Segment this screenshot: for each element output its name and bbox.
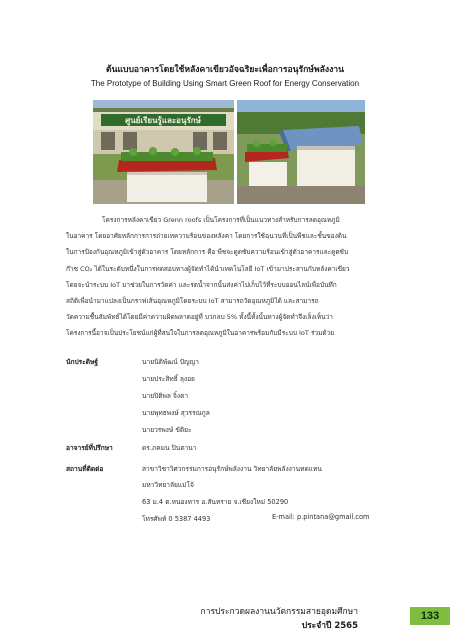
inventor-name: นายประสิทธิ์ ลุงอย [142, 375, 195, 383]
page-title-english: The Prototype of Building Using Smart Green Roof for Energy Conservation [90, 79, 360, 88]
footer-contest-name: การประกวดผลงานนวัตกรรมสายอุดมศึกษา [200, 607, 358, 617]
description-line: สถิติเพื่อนำมาแปลงเป็นกราฟเส้นอุณหภูมิโดยระบบ IoT สามารถวัดอุณหภูมิได้ และสามารถ [66, 297, 319, 306]
footer-year: ประจำปี 2565 [301, 621, 358, 631]
page-title-thai: ต้นแบบอาคารโดยใช้หลังคาเขียวอัจฉริยะเพื่อการอนุรักษ์พลังงาน [106, 65, 344, 75]
advisor-name: ดร.ภคมน ปินตานา [142, 444, 197, 452]
description-line: ในอาคาร โดยอาศัยหลักการการถ่ายเทความร้อนของหลังคา โดยการใช้ฉนวนที่เป็นพืชและชั้นของดิน [66, 232, 347, 241]
description-line: โครงการนี้อาจเป็นประโยชน์แก่ผู้ที่สนใจในการลดอุณหภูมิในอาคารพร้อมกับมีระบบ IoT ร่วมด้วย [66, 329, 335, 338]
contact-line: สาขาวิชาวิศวกรรมการอนุรักษ์พลังงาน วิทยาลัยพลังงานทดแทน [142, 465, 322, 473]
contact-line: 63 ม.4 ต.หนองหาร อ.สันทราย จ.เชียงใหม่ 50290 [142, 498, 289, 506]
contact-email[interactable]: E-mail: p.pintana@gmail.com [272, 513, 370, 521]
description-line: วัดความชื้นสัมพัทธ์ได้โดยมีค่าความผิดพลาดอยู่ที่ บวกลบ 5% ทั้งนี้ทั้งนั้นทางผู้จัดทำจึงเล็งเห็นว่า [66, 313, 333, 322]
photo-prototype-side [237, 100, 365, 204]
inventor-name: นายนิติพัฒน์ ปัญญา [142, 358, 199, 366]
description-line: โครงการหลังคาเขียว Grenn roofs เป็นโครงการที่เป็นแนวทางสำหรับการลดอุณหภูมิ [102, 216, 340, 224]
project-description [66, 212, 396, 342]
description-line: ในการป้องกันอุณหภูมิเข้าสู่ตัวอาคาร โดยหลักการ คือ พืชจะดูดซับความร้อนเข้าสู่ตัวอาคารและดูดซับ [66, 248, 349, 257]
description-line: ก๊าซ CO₂ ได้ในระดับหนึ่งในการทดสอบทางผู้จัดทำได้นำเทคโนโลยี IoT เข้ามาประสานกับหลังคาเขียว [66, 264, 350, 273]
photo-prototype-front [93, 100, 234, 204]
inventor-name: นายพุทธพงษ์ สุวรรณกูล [142, 409, 210, 417]
inventors-label: นักประดิษฐ์ [66, 358, 99, 366]
inventor-name: นายปิติพล จิ๋งตา [142, 392, 189, 400]
page-number-badge: 133 [410, 607, 450, 625]
building-sign-text: ศูนย์เรียนรู้และอนุรักษ์ [125, 116, 201, 125]
description-line: โดยจะนำระบบ IoT มาช่วยในการวัดค่า และรดน้ำจากนั้นส่งค่าไปเก็บไว้ที่ระบบออนไลน์เพื่อบันทึก [66, 280, 337, 289]
contact-phone: โทรศัพท์ 0 5387 4493 [142, 515, 211, 523]
contact-line: มหาวิทยาลัยแม่โจ้ [142, 481, 194, 489]
inventor-name: นายวรพงษ์ ขัติยะ [142, 426, 192, 434]
advisor-label: อาจารย์ที่ปรึกษา [66, 444, 113, 452]
contact-label: สถานที่ติดต่อ [66, 465, 104, 473]
